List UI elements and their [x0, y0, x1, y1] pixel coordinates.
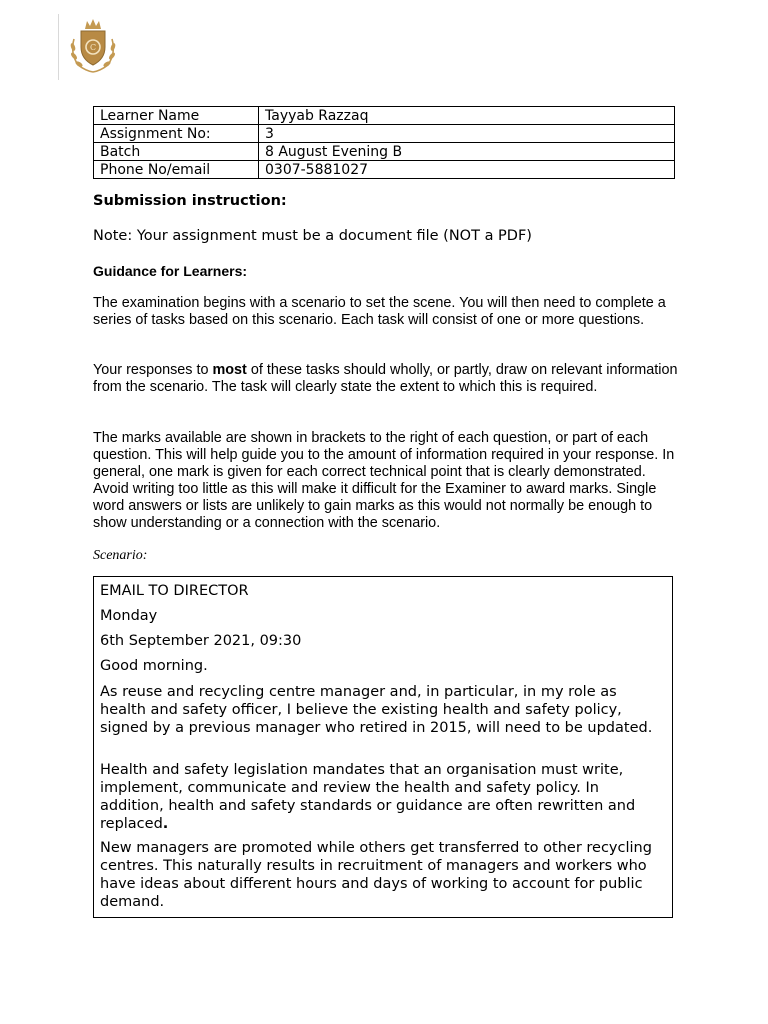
email-text-end: .: [162, 816, 169, 832]
table-cell-label: Batch: [94, 143, 259, 161]
email-title: EMAIL TO DIRECTOR: [100, 583, 249, 599]
table-cell-value: 3: [259, 125, 675, 143]
table-row: [94, 161, 675, 179]
scenario-label: Scenario:: [93, 548, 148, 563]
email-day: Monday: [100, 608, 158, 624]
table-row: [94, 107, 675, 125]
svg-text:C: C: [89, 43, 97, 52]
crest-logo: [66, 17, 120, 75]
email-greeting: Good morning.: [100, 658, 208, 674]
table-row: [94, 143, 675, 161]
submission-note: Note: Your assignment must be a document file (NOT a PDF): [93, 228, 532, 244]
email-text: Health and safety legislation mandates that an organisation must write, implement, communicate and review the health and safety policy. In addition, health and safety standards or guidance are often rewritten and replaced: [100, 762, 636, 832]
email-paragraph-2: [100, 761, 666, 833]
learner-info-table: [93, 106, 675, 179]
scenario-box: [93, 576, 673, 918]
table-cell-value: 0307-5881027: [259, 161, 675, 179]
table-cell-label: Learner Name: [94, 107, 259, 125]
guidance-heading: Guidance for Learners:: [93, 263, 248, 279]
guidance-text: of these tasks should wholly, or partly, draw on relevant information from the scenario. The task will clearly state the extent to which this is required.: [93, 362, 678, 395]
header-divider: [58, 14, 59, 80]
guidance-text: Your responses to: [93, 362, 213, 378]
email-datetime: 6th September 2021, 09:30: [100, 633, 302, 649]
table-cell-value: Tayyab Razzaq: [259, 107, 675, 125]
guidance-paragraph-1: The examination begins with a scenario to set the scene. You will then need to complete a series of tasks based on this scenario. Each task will consist of one or more questions.: [93, 295, 666, 328]
table-cell-value: 8 August Evening B: [259, 143, 675, 161]
submission-heading: Submission instruction:: [93, 193, 287, 209]
table-cell-label: Phone No/email: [94, 161, 259, 179]
email-paragraph-1: As reuse and recycling centre manager and, in particular, in my role as health and safety officer, I believe the existing health and safety policy, signed by a previous manager who retired in 2015, will need to be updated.: [100, 684, 653, 736]
emphasis-text: most: [212, 362, 247, 378]
guidance-paragraph-3: The marks available are shown in brackets to the right of each question, or part of each question. This will help guide you to the amount of information required in your response. In general, one mark is given for each correct technical point that is clearly demonstrated. Avoid writing too little as this will make it difficult for the Examiner to award marks. Single word answers or lists are unlikely to gain marks as this would not normally be enough to show understanding or a connection with the scenario.: [93, 430, 675, 531]
guidance-paragraph-2: [93, 362, 683, 396]
email-paragraph-3: New managers are promoted while others get transferred to other recycling centres. This naturally results in recruitment of managers and workers who have ideas about different hours and days of working to account for public demand.: [100, 840, 652, 910]
table-cell-label: Assignment No:: [94, 125, 259, 143]
table-row: [94, 125, 675, 143]
